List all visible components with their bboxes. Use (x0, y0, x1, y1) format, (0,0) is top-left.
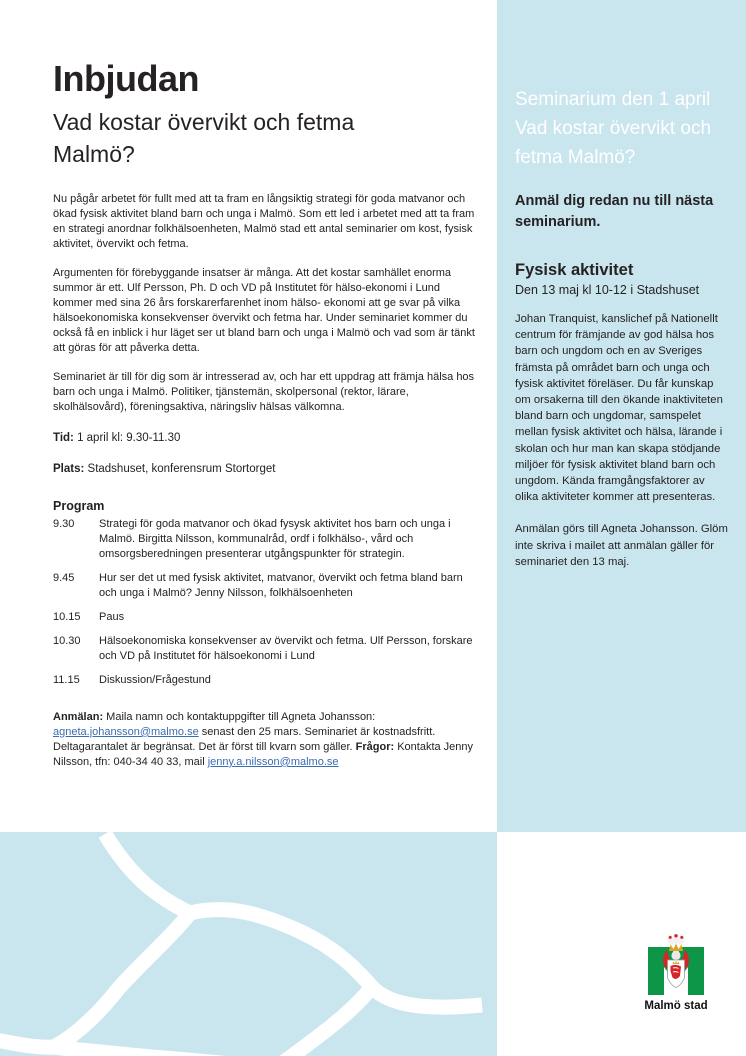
time-label: Tid: (53, 431, 74, 444)
main-column (53, 60, 480, 770)
time-line (53, 431, 480, 446)
program-item (53, 571, 480, 601)
program-description: Hur ser det ut med fysisk aktivitet, matvanor, övervikt och fetma bland barn och unga i Malmö? Jenny Nilsson, folkhälsoenheten (99, 571, 463, 599)
time-value: 1 april kl: 9.30-11.30 (73, 431, 181, 444)
program-time: 9.45 (53, 571, 75, 584)
page-title: Inbjudan (53, 58, 199, 99)
sidebar-event-title: Fysisk aktivitet (515, 261, 634, 279)
program-time: 11.15 (53, 673, 80, 686)
intro-paragraph: Nu pågår arbetet för fullt med att ta fram en långsiktig strategi för goda matvanor och ökad fysisk aktivitet bland barn och unga i Malmö. Som ett led i arbetet med att ta fram en strategi anordnar folkhälsoenheten, Malmö stad ett antal seminarier om kost, fysisk aktivitet, övervikt och fetma. (53, 192, 475, 250)
place-value: Stadshuset, konferensrum Stortorget (84, 462, 276, 475)
sidebar-event-description: Johan Tranquist, kanslichef på Nationellt centrum för främjande av god hälsa hos barn och ungdom och en av Sveriges främsta på området barn och unga och fysisk aktivitet föreläser. Du får kunskap om orsakerna till den ökande inaktiviteten bland barn och ungdomar, samspelet mellan fysisk aktivitet och hälsa, lärande i skolan och hur man kan skapa stödjande miljöer för fysisk aktivitet bland barn och ungdom. Kända framgångsfaktorer av olika aktiviteter kommer att presenteras. (515, 313, 723, 504)
page-subtitle: Vad kostar övervikt och fetma Malmö? (53, 108, 355, 167)
email-link-agneta[interactable]: agneta.johansson@malmo.se (53, 725, 199, 738)
program-section (53, 499, 480, 688)
program-time: 10.15 (53, 610, 81, 623)
logo-text: Malmö stad (644, 1000, 708, 1012)
malmo-stad-logo (634, 934, 718, 1012)
program-item (53, 610, 480, 625)
program-time: 10.30 (53, 634, 81, 647)
program-description: Hälsoekonomiska konsekvenser av övervikt och fetma. Ulf Persson, forskare och VD på Institutet för hälsoekonomi i Lund (99, 634, 473, 662)
registration-paragraph (53, 710, 480, 770)
sidebar-panel (497, 0, 746, 832)
program-item (53, 634, 480, 664)
arguments-paragraph: Argumenten för förebyggande insatser är många. Att det kostar samhället enorma summor är ett. Ulf Persson, Ph. D och VD på Institutet för hälso-ekonomi i Lund kommer med sina 26 års forskarerfarenhet inom hälso- ekonomi att ge svar på vilka hälsoekonomiska konsekvenser övervikt och fetma har. Under seminariet kommer du också få en inblick i hur läget ser ut bland barn och unga i Malmö och vad som är tänkt att göras för att påverka detta. (53, 266, 475, 354)
registration-label: Anmälan: (53, 710, 104, 723)
sidebar-event-signup: Anmälan görs till Agneta Johansson. Glöm inte skriva i mailet att anmälan gäller för seminariet den 13 maj. (515, 523, 728, 568)
registration-text-1: Maila namn och kontaktuppgifter till Agneta Johansson: (103, 710, 376, 723)
sidebar-event-when: Den 13 maj kl 10-12 i Stadshuset (515, 283, 700, 297)
registration-text-2: senast den 25 mars. Seminariet är kostnadsfritt. Deltagarantalet är begränsat. Det är först till kvarn som gäller. (53, 725, 436, 753)
email-link-jenny[interactable]: jenny.a.nilsson@malmo.se (207, 755, 339, 768)
program-time: 9.30 (53, 517, 75, 530)
program-description: Diskussion/Frågestund (99, 673, 211, 686)
registration-text-3: Kontakta Jenny Nilsson, tfn: 040-34 40 33, mail (53, 740, 474, 768)
audience-paragraph: Seminariet är till för dig som är intresserad av, och har ett uppdrag att främja hälsa hos barn och unga i Malmö. Politiker, tjänstemän, skolpersonal (rektor, lärare, skolhälsovård), föreningsaktiva, näringsliv hälsas välkomna. (53, 370, 475, 413)
program-item (53, 517, 480, 562)
program-item (53, 673, 480, 688)
sidebar-heading: Seminarium den 1 april Vad kostar övervikt och fetma Malmö? (515, 89, 712, 168)
program-description: Strategi för goda matvanor och ökad fysysk aktivitet hos barn och unga i Malmö. Birgitta Nilsson, kommunalråd, ordf i folkhälso-, vård och omsorgsberedningen presenterar utgångspunkter för strategin. (99, 517, 451, 560)
program-description: Paus (99, 610, 125, 623)
place-line (53, 462, 480, 477)
decorative-bottom-panel (0, 832, 497, 1056)
sidebar-cta: Anmäl dig redan nu till nästa seminarium. (515, 193, 714, 230)
malmo-coat-of-arms-icon (643, 934, 709, 998)
program-heading: Program (53, 498, 105, 513)
questions-label: Frågor: (355, 740, 395, 753)
decorative-curves (0, 832, 497, 1056)
place-label: Plats: (53, 462, 85, 475)
